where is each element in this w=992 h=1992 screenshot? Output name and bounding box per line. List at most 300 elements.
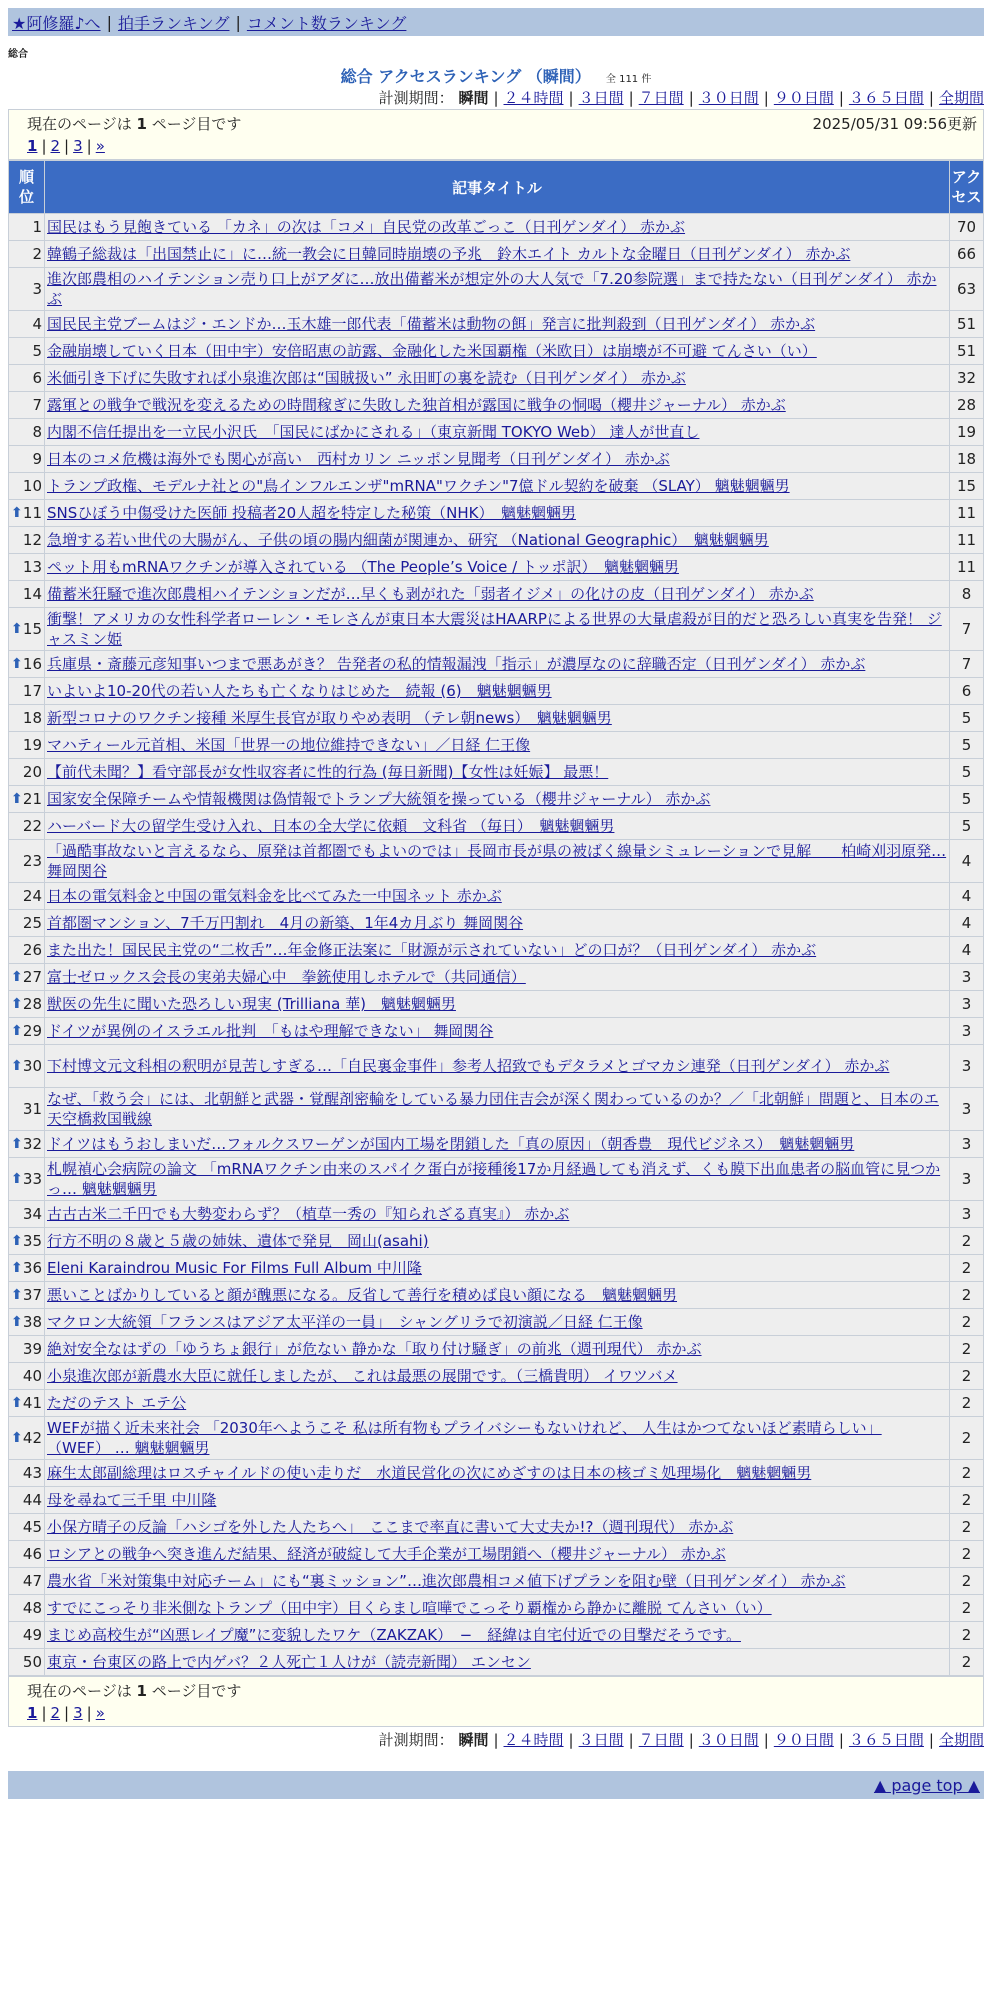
rank-up-arrow-icon: ⬆: [11, 656, 23, 672]
article-link[interactable]: 進次郎農相のハイテンション売り口上がアダに…放出備蓄米が想定外の大人気で「7.20参院選」まで持たない（日刊ゲンダイ） 赤かぶ: [47, 270, 937, 308]
rank-number: 33: [22, 1170, 42, 1188]
title-cell: [45, 910, 950, 937]
rank-cell: [9, 1541, 45, 1568]
rank-cell: [9, 214, 45, 241]
table-row: [9, 1417, 984, 1460]
title-cell: [45, 1336, 950, 1363]
access-count: 3: [950, 1088, 984, 1131]
title-cell: [45, 651, 950, 678]
page-separator: |: [86, 1704, 92, 1722]
rank-number: 6: [32, 369, 42, 387]
period-link[interactable]: ３０日間: [698, 89, 759, 107]
rank-number: 18: [22, 709, 42, 727]
article-link[interactable]: 金融崩壊していく日本（田中宇）安倍昭恵の訪露、金融化した米国覇権（米欧日）は崩壊が不可避 てんさい（い）: [47, 342, 817, 360]
rank-cell: [9, 910, 45, 937]
page-link[interactable]: 1: [27, 137, 38, 155]
access-count: 7: [950, 608, 984, 651]
access-count: 2: [950, 1390, 984, 1417]
article-link[interactable]: なぜ、「救う会」には、北朝鮮と武器・覚醒剤密輸をしている暴力団住吉会が深く関わっているのか？／「北朝鮮」問題と、日本のエ 天空橋救国戦線: [47, 1090, 939, 1128]
article-link[interactable]: すでにこっそり非米側なトランプ（田中宇）目くらまし喧嘩でこっそり覇権から静かに離脱 てんさい（い）: [47, 1599, 772, 1617]
table-row: [9, 1158, 984, 1201]
rank-number: 1: [32, 218, 42, 236]
article-link[interactable]: Eleni Karaindrou Music For Films Full Album 中川隆: [47, 1259, 422, 1277]
article-link[interactable]: 米価引き下げに失敗すれば小泉進次郎は“国賊扱い” 永田町の裏を読む（日刊ゲンダイ） 赤かぶ: [47, 369, 686, 387]
rank-cell: [9, 1131, 45, 1158]
rank-number: 14: [22, 585, 42, 603]
rank-cell: [9, 581, 45, 608]
table-row: [9, 1255, 984, 1282]
article-link[interactable]: 麻生太郎副総理はロスチャイルドの使い走りだ 水道民営化の次にめざすのは日本の核ゴミ処理場化 魑魅魍魎男: [47, 1464, 812, 1482]
article-link[interactable]: 【前代未聞？】看守部長が女性収容者に性的行為 (毎日新聞)【女性は妊娠】 最悪！: [47, 763, 609, 781]
table-row: [9, 910, 984, 937]
rank-number: 31: [22, 1100, 42, 1118]
article-link[interactable]: ペット用もmRNAワクチンが導入されている （The People’s Voice / トッポ訳） 魑魅魍魎男: [47, 558, 679, 576]
title-cell: [45, 1228, 950, 1255]
rank-number: 22: [22, 817, 42, 835]
title-cell: [45, 1514, 950, 1541]
period-separator: |: [838, 89, 844, 107]
rank-up-arrow-icon: ⬆: [11, 1233, 23, 1249]
rank-number: 5: [32, 342, 42, 360]
article-link[interactable]: 韓鶴子総裁は「出国禁止に」に…統一教会に日韓同時崩壊の予兆 鈴木エイト カルトな金曜日（日刊ゲンダイ） 赤かぶ: [47, 245, 851, 263]
table-row: [9, 786, 984, 813]
table-row: [9, 527, 984, 554]
period-link[interactable]: ２４時間: [503, 89, 564, 107]
page-separator: |: [64, 137, 70, 155]
table-row: [9, 678, 984, 705]
period-link[interactable]: ３０日間: [698, 1731, 759, 1749]
title-cell: [45, 1088, 950, 1131]
access-count: 2: [950, 1541, 984, 1568]
period-separator: |: [493, 1731, 499, 1749]
table-row: [9, 338, 984, 365]
title-cell: [45, 1158, 950, 1201]
table-row: [9, 883, 984, 910]
ranking-heading: [0, 64, 992, 87]
period-separator: |: [688, 1731, 694, 1749]
table-row: [9, 705, 984, 732]
page-links: [27, 135, 977, 157]
page-link[interactable]: 2: [50, 137, 61, 155]
period-current: 瞬間: [458, 89, 489, 107]
category-label: 総合: [8, 49, 28, 60]
rank-number: 3: [32, 280, 42, 298]
rank-number: 27: [22, 968, 42, 986]
page-link[interactable]: 1: [27, 1704, 38, 1722]
article-link[interactable]: 農水省「米対策集中対応チーム」にも“裏ミッション”…進次郎農相コメ値下げプランを阻む壁（日刊ゲンダイ） 赤かぶ: [47, 1572, 846, 1590]
page-top-link[interactable]: ▲ page top ▲: [873, 1775, 980, 1795]
rank-cell: [9, 419, 45, 446]
table-row: [9, 991, 984, 1018]
title-cell: [45, 1201, 950, 1228]
period-link[interactable]: 全期間: [938, 1731, 984, 1749]
access-count: 70: [950, 214, 984, 241]
period-separator: |: [628, 1731, 634, 1749]
period-selector-bottom: [0, 1729, 984, 1751]
article-link[interactable]: 内閣不信任提出を一立民小沢氏 「国民にばかにされる」（東京新聞 TOKYO Web） 達人が世直し: [47, 423, 700, 441]
title-cell: [45, 554, 950, 581]
period-separator: |: [763, 1731, 769, 1749]
access-count: 15: [950, 473, 984, 500]
rank-number: 41: [22, 1394, 42, 1412]
title-cell: [45, 840, 950, 883]
table-row: [9, 1201, 984, 1228]
article-link[interactable]: 小泉進次郎が新農水大臣に就任しましたが、 これは最悪の展開です。（三橋貴明） イワツバメ: [47, 1367, 678, 1385]
rank-cell: [9, 446, 45, 473]
rank-up-arrow-icon: ⬆: [11, 1171, 23, 1187]
article-link[interactable]: ドイツが異例のイスラエル批判 「もはや理解できない」 舞岡関谷: [47, 1022, 494, 1040]
period-link[interactable]: ３日間: [578, 1731, 624, 1749]
rank-cell: [9, 1018, 45, 1045]
article-link[interactable]: 日本の電気料金と中国の電気料金を比べてみた一中国ネット 赤かぶ: [47, 887, 502, 905]
rank-cell: [9, 608, 45, 651]
title-cell: [45, 964, 950, 991]
title-cell: [45, 500, 950, 527]
table-row: [9, 1088, 984, 1131]
rank-number: 47: [22, 1572, 42, 1590]
access-count: 5: [950, 786, 984, 813]
table-row: [9, 1541, 984, 1568]
rank-cell: [9, 311, 45, 338]
access-count: 2: [950, 1228, 984, 1255]
table-row: [9, 241, 984, 268]
rank-number: 8: [32, 423, 42, 441]
pager-top: [8, 109, 984, 160]
article-link[interactable]: 国民民主党ブームはジ・エンドか…玉木雄一郎代表「備蓄米は動物の餌」発言に批判殺到（日刊ゲンダイ） 赤かぶ: [47, 315, 816, 333]
rank-number: 25: [22, 914, 42, 932]
rank-number: 30: [22, 1057, 42, 1075]
rank-cell: [9, 1363, 45, 1390]
table-row: [9, 1045, 984, 1088]
rank-up-arrow-icon: ⬆: [11, 621, 23, 637]
rank-cell: [9, 1045, 45, 1088]
rank-number: 21: [22, 790, 42, 808]
title-cell: [45, 311, 950, 338]
article-link[interactable]: 「過酷事故ないと言えるなら、原発は首都圏でもよいのでは」長岡市長が県の被ばく線量シミュレーションで見解 柏崎刈羽原発… 舞岡関谷: [47, 842, 947, 880]
title-cell: [45, 678, 950, 705]
access-count: 2: [950, 1568, 984, 1595]
rank-up-arrow-icon: ⬆: [11, 1023, 23, 1039]
rank-cell: [9, 732, 45, 759]
article-link[interactable]: 兵庫県・斎藤元彦知事いつまで悪あがき？ 告発者の私的情報漏洩「指示」が濃厚なのに辞職否定（日刊ゲンダイ） 赤かぶ: [47, 655, 866, 673]
access-count: 2: [950, 1417, 984, 1460]
rank-number: 28: [22, 995, 42, 1013]
table-row: [9, 1622, 984, 1649]
article-link[interactable]: 札幌禎心会病院の論文 「mRNAワクチン由来のスパイク蛋白が接種後17か月経過しても消えず、くも膜下出血患者の脳血管に見つかっ… 魑魅魍魎男: [47, 1160, 941, 1198]
rank-number: 43: [22, 1464, 42, 1482]
access-count: 66: [950, 241, 984, 268]
rank-number: 42: [22, 1429, 42, 1447]
article-link[interactable]: マハティール元首相、米国「世界一の地位維持できない」／日経 仁王像: [47, 736, 531, 754]
access-count: 51: [950, 338, 984, 365]
rank-cell: [9, 1487, 45, 1514]
title-cell: [45, 813, 950, 840]
rank-up-arrow-icon: ⬆: [11, 1136, 23, 1152]
article-link[interactable]: 急増する若い世代の大腸がん、子供の頃の腸内細菌が関連か、研究 （National Geographic） 魑魅魍魎男: [47, 531, 769, 549]
rank-number: 19: [22, 736, 42, 754]
page-link[interactable]: 3: [73, 137, 83, 155]
current-page-text: 現在のページは 1 ページ目です: [27, 1682, 242, 1700]
table-row: [9, 1487, 984, 1514]
title-cell: [45, 883, 950, 910]
title-cell: [45, 419, 950, 446]
access-count: 3: [950, 991, 984, 1018]
rank-number: 50: [22, 1653, 42, 1671]
rank-number: 40: [22, 1367, 42, 1385]
rank-number: 10: [22, 477, 42, 495]
access-count: 2: [950, 1649, 984, 1676]
table-row: [9, 1228, 984, 1255]
rank-number: 2: [32, 245, 42, 263]
title-cell: [45, 268, 950, 311]
rank-cell: [9, 268, 45, 311]
rank-cell: [9, 840, 45, 883]
period-link[interactable]: ２４時間: [503, 1731, 564, 1749]
nav-link-comment-ranking[interactable]: コメント数ランキング: [246, 13, 407, 33]
article-link[interactable]: 東京・台東区の路上で内ゲバ？２人死亡１人けが（読売新聞） エンセン: [47, 1653, 531, 1671]
access-count: 3: [950, 1018, 984, 1045]
table-row: [9, 1568, 984, 1595]
period-separator: |: [928, 1731, 934, 1749]
table-row: [9, 1595, 984, 1622]
article-link[interactable]: ハーバード大の留学生受け入れ、日本の全大学に依頼 文科省 （毎日） 魑魅魍魎男: [47, 817, 615, 835]
rank-number: 24: [22, 887, 42, 905]
title-cell: [45, 365, 950, 392]
article-link[interactable]: 備蓄米狂騒で進次郎農相ハイテンションだが…早くも剥がれた「弱者イジメ」の化けの皮（日刊ゲンダイ） 赤かぶ: [47, 585, 814, 603]
period-label: 計測期間：: [378, 89, 454, 107]
period-link[interactable]: ３６５日間: [848, 89, 924, 107]
rank-number: 17: [22, 682, 42, 700]
nav-separator: |: [235, 12, 241, 32]
title-cell: [45, 1131, 950, 1158]
rank-number: 20: [22, 763, 42, 781]
access-count: 2: [950, 1309, 984, 1336]
access-count: 3: [950, 1131, 984, 1158]
table-row: [9, 1282, 984, 1309]
table-row: [9, 759, 984, 786]
title-cell: [45, 581, 950, 608]
page-title: 総合 アクセスランキング （瞬間）: [340, 67, 591, 86]
rank-up-arrow-icon: ⬆: [11, 1430, 23, 1446]
rank-number: 9: [32, 450, 42, 468]
title-cell: [45, 1045, 950, 1088]
access-count: 5: [950, 759, 984, 786]
article-link[interactable]: 獣医の先生に聞いた恐ろしい現実 (Trilliana 華) 魑魅魍魎男: [47, 995, 456, 1013]
title-cell: [45, 732, 950, 759]
period-separator: |: [628, 89, 634, 107]
article-link[interactable]: 下村博文元文科相の釈明が見苦しすぎる…「自民裏金事件」参考人招致でもデタラメとゴマカシ連発（日刊ゲンダイ） 赤かぶ: [47, 1057, 890, 1075]
access-count: 11: [950, 527, 984, 554]
article-link[interactable]: ただのテスト エテ公: [47, 1394, 187, 1412]
rank-cell: [9, 1568, 45, 1595]
page-separator: |: [41, 137, 47, 155]
nav-link-clap-ranking[interactable]: 拍手ランキング: [117, 13, 230, 33]
title-cell: [45, 759, 950, 786]
access-count: 51: [950, 311, 984, 338]
rank-cell: [9, 500, 45, 527]
access-count: 4: [950, 840, 984, 883]
article-link[interactable]: 悪いことばかりしていると顔が醜悪になる。反省して善行を積めば良い顔になる 魑魅魍魎男: [47, 1286, 678, 1304]
article-link[interactable]: 絶対安全なはずの「ゆうちょ銀行」が危ない 静かな「取り付け騒ぎ」の前兆（週刊現代） 赤かぶ: [47, 1340, 702, 1358]
ranking-table: [8, 160, 984, 1676]
rank-cell: [9, 964, 45, 991]
table-row: [9, 1649, 984, 1676]
rank-cell: [9, 1460, 45, 1487]
table-row: [9, 1309, 984, 1336]
period-link[interactable]: ７日間: [638, 89, 684, 107]
page-separator: |: [86, 137, 92, 155]
rank-up-arrow-icon: ⬆: [11, 505, 23, 521]
article-link[interactable]: 国家安全保障チームや情報機関は偽情報でトランプ大統領を操っている（櫻井ジャーナル） 赤かぶ: [47, 790, 711, 808]
access-count: 2: [950, 1460, 984, 1487]
rank-cell: [9, 527, 45, 554]
table-row: [9, 651, 984, 678]
rank-cell: [9, 1622, 45, 1649]
access-count: 2: [950, 1595, 984, 1622]
page-link[interactable]: 2: [50, 1704, 61, 1722]
article-link[interactable]: ロシアとの戦争へ突き進んだ結果、経済が破綻して大手企業が工場閉鎖へ（櫻井ジャーナル） 赤かぶ: [47, 1545, 726, 1563]
article-link[interactable]: 母を尋ねて三千里 中川隆: [47, 1491, 217, 1509]
access-count: 7: [950, 651, 984, 678]
rank-cell: [9, 554, 45, 581]
rank-number: 29: [22, 1022, 42, 1040]
rank-cell: [9, 392, 45, 419]
article-link[interactable]: 新型コロナのワクチン接種 米厚生長官が取りやめ表明 （テレ朝news） 魑魅魍魎男: [47, 709, 612, 727]
title-cell: [45, 338, 950, 365]
period-separator: |: [493, 89, 499, 107]
article-link[interactable]: トランプ政権、モデルナ社との"鳥インフルエンザ"mRNA"ワクチン"7億ドル契約を破棄 （SLAY） 魑魅魍魎男: [47, 477, 790, 495]
rank-number: 13: [22, 558, 42, 576]
table-row: [9, 1514, 984, 1541]
rank-cell: [9, 1255, 45, 1282]
rank-number: 49: [22, 1626, 42, 1644]
current-page-text: 現在のページは 1 ページ目です: [27, 115, 242, 133]
rank-cell: [9, 991, 45, 1018]
rank-cell: [9, 338, 45, 365]
rank-number: 11: [22, 504, 42, 522]
period-label: 計測期間：: [378, 1731, 454, 1749]
period-link[interactable]: ３日間: [578, 89, 624, 107]
table-row: [9, 446, 984, 473]
article-link[interactable]: WEFが描く近未来社会 「2030年へようこそ 私は所有物もプライバシーもないけれど、 人生はかつてないほど素晴らしい」 （WEF） … 魑魅魍魎男: [47, 1419, 882, 1457]
header-access: アクセス: [950, 161, 984, 214]
article-link[interactable]: 首都圏マンション、7千万円割れ 4月の新築、1年4カ月ぶり 舞岡関谷: [47, 914, 524, 932]
rank-cell: [9, 1514, 45, 1541]
article-link[interactable]: いよいよ10-20代の若い人たちも亡くなりはじめた 続報 (6) 魑魅魍魎男: [47, 682, 552, 700]
access-count: 4: [950, 910, 984, 937]
table-row: [9, 500, 984, 527]
period-link[interactable]: ９０日間: [773, 89, 834, 107]
article-link[interactable]: ドイツはもうおしまいだ…フォルクスワーゲンが国内工場を閉鎖した「真の原因」（朝香豊 現代ビジネス） 魑魅魍魎男: [47, 1135, 855, 1153]
article-link[interactable]: SNSひぼう中傷受けた医師 投稿者20人超を特定した秘策（NHK） 魑魅魍魎男: [47, 504, 576, 522]
access-count: 3: [950, 964, 984, 991]
next-page-link[interactable]: »: [95, 137, 105, 155]
access-count: 2: [950, 1255, 984, 1282]
item-count: 全 111 件: [605, 74, 652, 85]
access-count: 5: [950, 732, 984, 759]
rank-number: 16: [22, 655, 42, 673]
title-cell: [45, 473, 950, 500]
table-row: [9, 581, 984, 608]
rank-number: 38: [22, 1313, 42, 1331]
article-link[interactable]: まじめ高校生が“凶悪レイプ魔”に変貌したワケ（ZAKZAK） − 経緯は自宅付近での目撃だそうです。: [47, 1626, 741, 1644]
rank-up-arrow-icon: ⬆: [11, 1260, 23, 1276]
title-cell: [45, 1309, 950, 1336]
table-row: [9, 1131, 984, 1158]
article-link[interactable]: 富士ゼロックス会長の実弟夫婦心中 拳銃使用しホテルで（共同通信）: [47, 968, 526, 986]
access-count: 11: [950, 554, 984, 581]
rank-number: 12: [22, 531, 42, 549]
header-rank: 順位: [9, 161, 45, 214]
rank-number: 46: [22, 1545, 42, 1563]
next-page-link[interactable]: »: [95, 1704, 105, 1722]
rank-cell: [9, 759, 45, 786]
article-link[interactable]: 行方不明の８歳と５歳の姉妹、遺体で発見 岡山(asahi): [47, 1232, 429, 1250]
table-row: [9, 554, 984, 581]
access-count: 2: [950, 1622, 984, 1649]
period-link[interactable]: ３６５日間: [848, 1731, 924, 1749]
access-count: 3: [950, 1045, 984, 1088]
nav-link-ashura[interactable]: ★阿修羅♪へ: [12, 13, 101, 33]
rank-number: 32: [22, 1135, 42, 1153]
page-separator: |: [41, 1704, 47, 1722]
table-row: [9, 473, 984, 500]
access-count: 18: [950, 446, 984, 473]
article-link[interactable]: 衝撃！アメリカの女性科学者ローレン・モレさんが東日本大震災はHAARPによる世界の大量虐殺が目的だと恐ろしい真実を告発！ ジャスミン姫: [47, 610, 942, 648]
page-link[interactable]: 3: [73, 1704, 83, 1722]
period-link[interactable]: ９０日間: [773, 1731, 834, 1749]
table-row: [9, 1363, 984, 1390]
rank-up-arrow-icon: ⬆: [11, 1058, 23, 1074]
period-current: 瞬間: [458, 1731, 489, 1749]
title-cell: [45, 1255, 950, 1282]
table-row: [9, 840, 984, 883]
period-separator: |: [928, 89, 934, 107]
article-link[interactable]: 国民はもう見飽きている 「カネ」の次は「コメ」自民党の改革ごっこ（日刊ゲンダイ） 赤かぶ: [47, 218, 686, 236]
article-link[interactable]: 小保方晴子の反論「ハシゴを外した人たちへ」 ここまで率直に書いて大丈夫か!?（週刊現代） 赤かぶ: [47, 1518, 734, 1536]
period-link[interactable]: ７日間: [638, 1731, 684, 1749]
footer-bar: [8, 1771, 984, 1799]
period-link[interactable]: 全期間: [938, 89, 984, 107]
rank-number: 36: [22, 1259, 42, 1277]
page-links: [27, 1702, 977, 1724]
access-count: 4: [950, 883, 984, 910]
rank-up-arrow-icon: ⬆: [11, 1314, 23, 1330]
access-count: 8: [950, 581, 984, 608]
rank-number: 44: [22, 1491, 42, 1509]
access-count: 2: [950, 1282, 984, 1309]
article-link[interactable]: マクロン大統領「フランスはアジア太平洋の一員」 シャングリラで初演説／日経 仁王像: [47, 1313, 643, 1331]
rank-cell: [9, 651, 45, 678]
article-link[interactable]: 露軍との戦争で戦況を変えるための時間稼ぎに失敗した独首相が露国に戦争の恫喝（櫻井ジャーナル） 赤かぶ: [47, 396, 786, 414]
article-link[interactable]: 日本のコメ危機は海外でも関心が高い 西村カリン ニッポン見聞考（日刊ゲンダイ） 赤かぶ: [47, 450, 670, 468]
article-link[interactable]: また出た！国民民主党の“二枚舌”…年金修正法案に「財源が示されていない」どの口が？（日刊ゲンダイ） 赤かぶ: [47, 941, 817, 959]
period-separator: |: [688, 89, 694, 107]
rank-up-arrow-icon: ⬆: [11, 1287, 23, 1303]
access-count: 63: [950, 268, 984, 311]
rank-cell: [9, 786, 45, 813]
rank-cell: [9, 1595, 45, 1622]
table-row: [9, 419, 984, 446]
rank-number: 35: [22, 1232, 42, 1250]
period-selector-top: [0, 87, 984, 109]
rank-cell: [9, 1390, 45, 1417]
article-link[interactable]: 古古古米二千円でも大勢変わらず？（植草一秀の『知られざる真実』） 赤かぶ: [47, 1205, 570, 1223]
rank-cell: [9, 678, 45, 705]
rank-up-arrow-icon: ⬆: [11, 791, 23, 807]
title-cell: [45, 705, 950, 732]
period-separator: |: [568, 1731, 574, 1749]
